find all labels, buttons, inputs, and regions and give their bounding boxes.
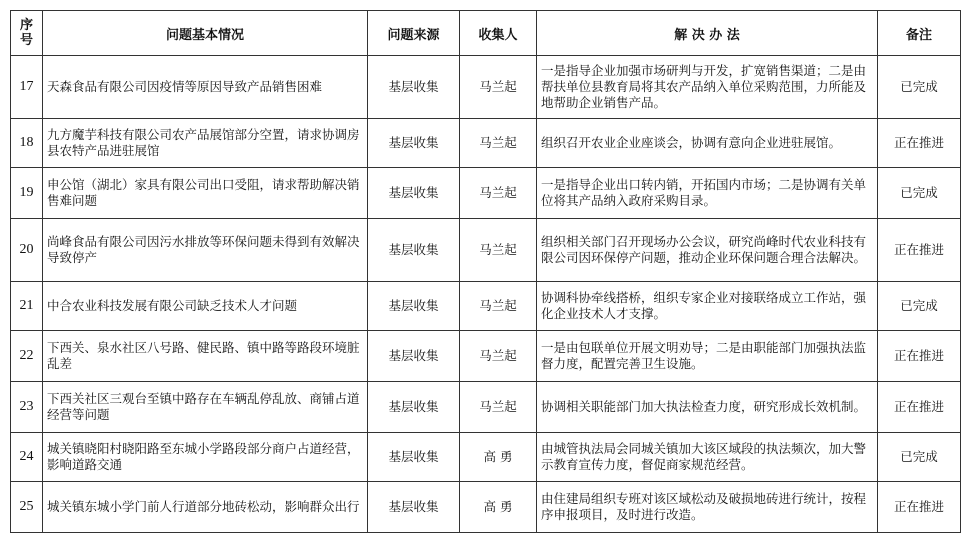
row-remark: 正在推进 (878, 119, 961, 168)
row-remark: 已完成 (878, 168, 961, 219)
header-collector: 收集人 (460, 11, 537, 56)
row-issue: 下西关、泉水社区八号路、健民路、镇中路等路段环境脏乱差 (43, 331, 368, 382)
row-solution: 组织相关部门召开现场办公会议，研究尚峰时代农业科技有限公司因环保停产问题，推动企业环保问题合理合法解决。 (537, 219, 878, 282)
row-solution: 一是由包联单位开展文明劝导；二是由职能部门加强执法监督力度，配置完善卫生设施。 (537, 331, 878, 382)
row-source: 基层收集 (368, 168, 460, 219)
table-row (11, 382, 961, 433)
row-collector: 高 勇 (460, 482, 537, 533)
row-source: 基层收集 (368, 56, 460, 119)
row-solution: 组织召开农业企业座谈会，协调有意向企业进驻展馆。 (537, 119, 878, 168)
row-solution: 协调相关职能部门加大执法检查力度，研究形成长效机制。 (537, 382, 878, 433)
table-row (11, 119, 961, 168)
header-solution: 解 决 办 法 (537, 11, 878, 56)
row-issue: 城关镇晓阳村晓阳路至东城小学路段部分商户占道经营，影响道路交通 (43, 433, 368, 482)
header-row (11, 11, 961, 56)
table-row (11, 56, 961, 119)
row-num: 18 (11, 119, 43, 168)
row-collector: 马兰起 (460, 282, 537, 331)
row-collector: 马兰起 (460, 219, 537, 282)
table-row (11, 168, 961, 219)
row-issue: 下西关社区三观台至镇中路存在车辆乱停乱放、商铺占道经营等问题 (43, 382, 368, 433)
row-num: 19 (11, 168, 43, 219)
row-collector: 马兰起 (460, 168, 537, 219)
row-remark: 正在推进 (878, 331, 961, 382)
row-remark: 正在推进 (878, 482, 961, 533)
row-source: 基层收集 (368, 282, 460, 331)
row-collector: 马兰起 (460, 119, 537, 168)
row-remark: 已完成 (878, 433, 961, 482)
row-num: 25 (11, 482, 43, 533)
header-num-label: 序号 (19, 18, 33, 48)
table-row (11, 282, 961, 331)
row-solution: 协调科协牵线搭桥，组织专家企业对接联络成立工作站，强化企业技术人才支撑。 (537, 282, 878, 331)
row-solution: 由住建局组织专班对该区域松动及破损地砖进行统计，按程序申报项目，及时进行改造。 (537, 482, 878, 533)
row-issue: 九方魔芋科技有限公司农产品展馆部分空置，请求协调房县农特产品进驻展馆 (43, 119, 368, 168)
row-solution: 一是指导企业出口转内销，开拓国内市场；二是协调有关单位将其产品纳入政府采购目录。 (537, 168, 878, 219)
row-num: 22 (11, 331, 43, 382)
row-num: 24 (11, 433, 43, 482)
row-source: 基层收集 (368, 382, 460, 433)
row-num: 17 (11, 56, 43, 119)
row-collector: 马兰起 (460, 56, 537, 119)
header-issue: 问题基本情况 (43, 11, 368, 56)
table-row (11, 482, 961, 533)
row-issue: 中合农业科技发展有限公司缺乏技术人才问题 (43, 282, 368, 331)
header-num (11, 11, 43, 56)
row-num: 21 (11, 282, 43, 331)
table-row (11, 219, 961, 282)
row-num: 23 (11, 382, 43, 433)
header-remark: 备注 (878, 11, 961, 56)
row-solution: 由城管执法局会同城关镇加大该区域段的执法频次，加大警示教育宣传力度，督促商家规范经营。 (537, 433, 878, 482)
row-collector: 高 勇 (460, 433, 537, 482)
table-row (11, 331, 961, 382)
row-collector: 马兰起 (460, 382, 537, 433)
row-num: 20 (11, 219, 43, 282)
header-source: 问题来源 (368, 11, 460, 56)
row-issue: 尚峰食品有限公司因污水排放等环保问题未得到有效解决导致停产 (43, 219, 368, 282)
row-issue: 申公馆（湖北）家具有限公司出口受阻，请求帮助解决销售难问题 (43, 168, 368, 219)
row-source: 基层收集 (368, 331, 460, 382)
row-remark: 正在推进 (878, 382, 961, 433)
row-remark: 已完成 (878, 282, 961, 331)
row-source: 基层收集 (368, 219, 460, 282)
issue-table (10, 10, 961, 533)
table-row (11, 433, 961, 482)
row-issue: 城关镇东城小学门前人行道部分地砖松动，影响群众出行 (43, 482, 368, 533)
row-issue: 天森食品有限公司因疫情等原因导致产品销售困难 (43, 56, 368, 119)
row-source: 基层收集 (368, 433, 460, 482)
row-remark: 已完成 (878, 56, 961, 119)
row-collector: 马兰起 (460, 331, 537, 382)
row-remark: 正在推进 (878, 219, 961, 282)
row-source: 基层收集 (368, 482, 460, 533)
row-source: 基层收集 (368, 119, 460, 168)
row-solution: 一是指导企业加强市场研判与开发，扩宽销售渠道；二是由帮扶单位县教育局将其农产品纳入单位采购范围，力所能及地帮助企业销售产品。 (537, 56, 878, 119)
